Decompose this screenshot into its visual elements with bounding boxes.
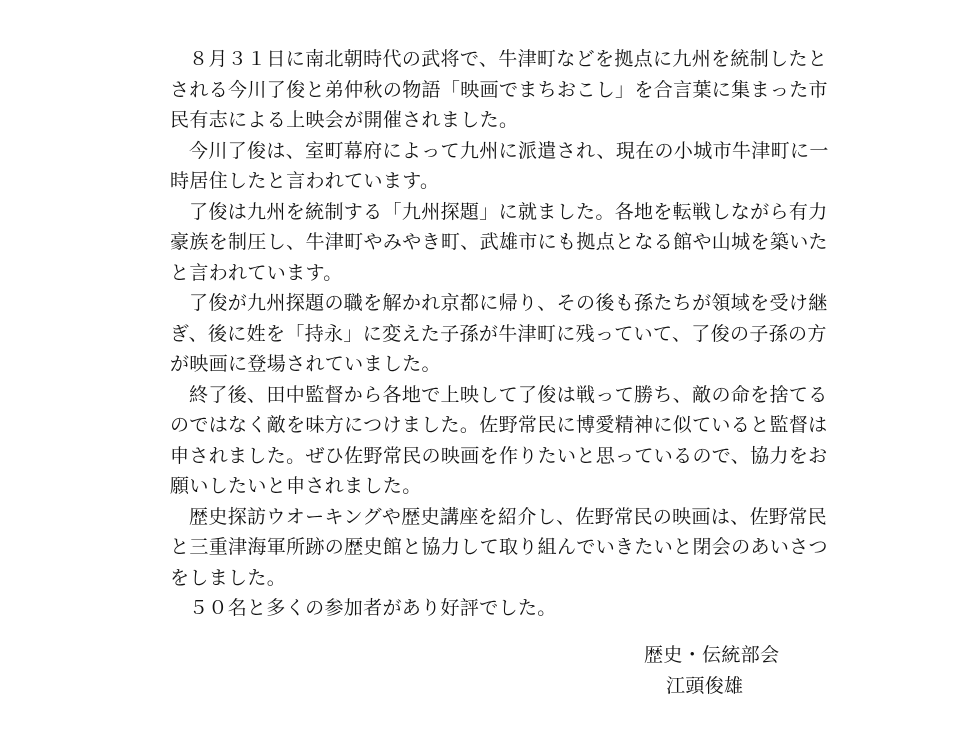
paragraph-attendance: ５０名と多くの参加者があり好評でした。 xyxy=(189,597,557,619)
paragraph-kyushu-tandai: 了俊は九州を統制する「九州探題」に就ました。各地を転戦しながら有力豪族を制圧し、牛津町やみやき町、武雄市にも拠点となる館や山城を築いたと言われています。 xyxy=(170,200,828,284)
signature-block xyxy=(644,640,864,701)
paragraph-director-remarks: 終了後、田中監督から各地で上映して了俊は戦って勝ち、敵の命を捨てるのではなく敵を味方につけました。佐野常民に博愛精神に似ていると監督は申されました。ぜひ佐野常民の映画を作りたいと思っているので、協力をお願いしたいと申されました。 xyxy=(170,383,828,497)
paragraph-descendants: 了俊が九州探題の職を解かれ京都に帰り、その後も孫たちが領域を受け継ぎ、後に姓を「持永」に変えた子孫が牛津町に残っていて、了俊の子孫の方が映画に登場されていました。 xyxy=(170,292,828,375)
paragraph-imagawa-intro: 今川了俊は、室町幕府によって九州に派遣され、現在の小城市牛津町に一時居住したと言われています。 xyxy=(170,139,829,192)
paragraph-closing-remarks: 歴史探訪ウオーキングや歴史講座を紹介し、佐野常民の映画は、佐野常民と三重津海軍所跡の歴史館と協力して取り組んでいきたいと閉会のあいさつをしました。 xyxy=(170,505,828,589)
paragraph-event-summary: ８月３１日に南北朝時代の武将で、牛津町などを拠点に九州を統制したとされる今川了俊と弟仲秋の物語「映画でまちおこし」を合言葉に集まった市民有志による上映会が開催されました。 xyxy=(170,48,828,131)
article-body xyxy=(170,44,840,624)
signature-author: 江頭俊雄 xyxy=(666,674,744,697)
signature-organization: 歴史・伝統部会 xyxy=(644,644,780,666)
